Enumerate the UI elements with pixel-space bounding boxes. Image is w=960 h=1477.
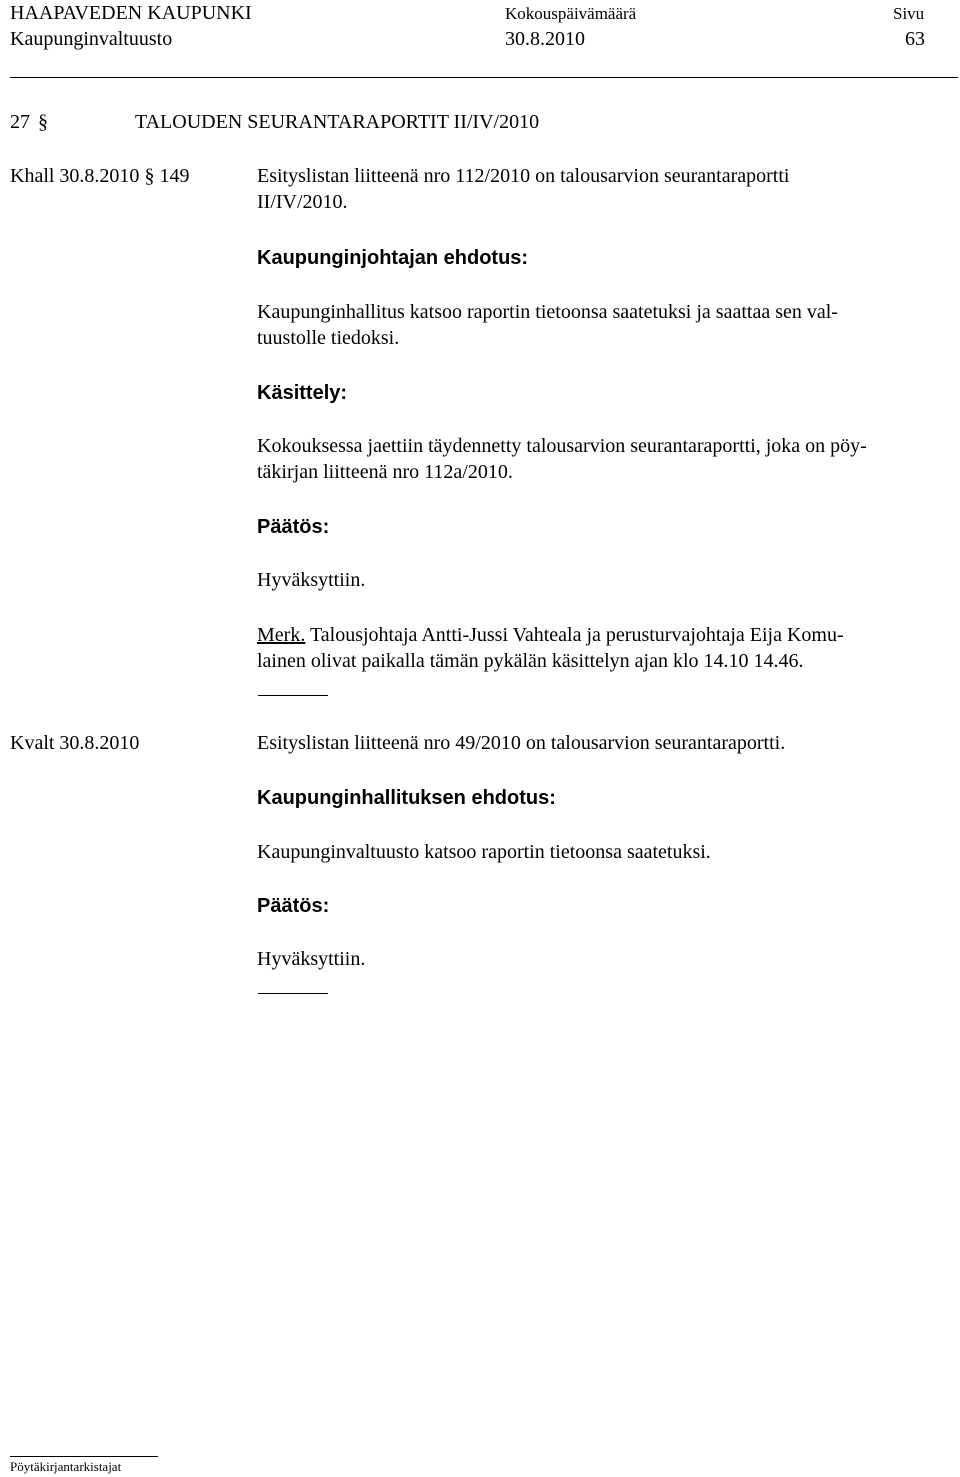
handling-heading: Käsittely: <box>257 382 348 404</box>
khall-intro-line1: Esityslistan liitteenä nro 112/2010 on talousarvion seurantaraportti <box>257 165 790 187</box>
note-line1: Merk. Talousjohtaja Antti-Jussi Vahteala ja perusturvajohtaja Eija Komu- <box>257 624 844 646</box>
footer-rule <box>10 1456 158 1457</box>
kvalt-intro: Esityslistan liitteenä nro 49/2010 on talousarvion seurantaraportti. <box>257 732 786 754</box>
decision-text: Hyväksyttiin. <box>257 569 366 591</box>
proposal-heading: Kaupunginjohtajan ehdotus: <box>257 247 529 269</box>
note-label: Merk. <box>257 624 306 646</box>
kvalt-decision-text: Hyväksyttiin. <box>257 948 366 970</box>
proposal-line1: Kaupunginhallitus katsoo raportin tietoonsa saatetuksi ja saattaa sen val- <box>257 301 838 323</box>
khall-intro-line2: II/IV/2010. <box>257 191 348 213</box>
page-label: Sivu <box>893 4 925 23</box>
org-name: HAAPAVEDEN KAUPUNKI <box>10 2 252 24</box>
section-number: 27 <box>10 111 30 133</box>
kvalt-decision-heading: Päätös: <box>257 895 330 917</box>
header-divider <box>10 77 958 78</box>
kvalt-proposal-heading: Kaupunginhallituksen ehdotus: <box>257 787 556 809</box>
page-number: 63 <box>905 28 925 50</box>
decision-heading: Päätös: <box>257 516 330 538</box>
handling-line1: Kokouksessa jaettiin täydennetty talousarvion seurantaraportti, joka on pöy- <box>257 435 867 457</box>
body-name: Kaupunginvaltuusto <box>10 28 173 50</box>
end-separator <box>258 993 328 994</box>
meeting-date: 30.8.2010 <box>505 28 585 50</box>
khall-ref: Khall 30.8.2010 § 149 <box>10 165 190 187</box>
note-line2: lainen olivat paikalla tämän pykälän käsittelyn ajan klo 14.10 14.46. <box>257 650 804 672</box>
kvalt-ref: Kvalt 30.8.2010 <box>10 732 140 754</box>
handling-line2: täkirjan liitteenä nro 112a/2010. <box>257 461 513 483</box>
section-separator <box>258 695 328 696</box>
section-paragraph-sign: § <box>38 111 48 133</box>
proposal-line2: tuustolle tiedoksi. <box>257 327 400 349</box>
footer-label: Pöytäkirjantarkistajat <box>10 1459 122 1474</box>
section-title: TALOUDEN SEURANTARAPORTIT II/IV/2010 <box>135 111 540 133</box>
kvalt-proposal-text: Kaupunginvaltuusto katsoo raportin tietoonsa saatetuksi. <box>257 841 711 863</box>
meeting-date-label: Kokouspäivämäärä <box>505 4 637 23</box>
